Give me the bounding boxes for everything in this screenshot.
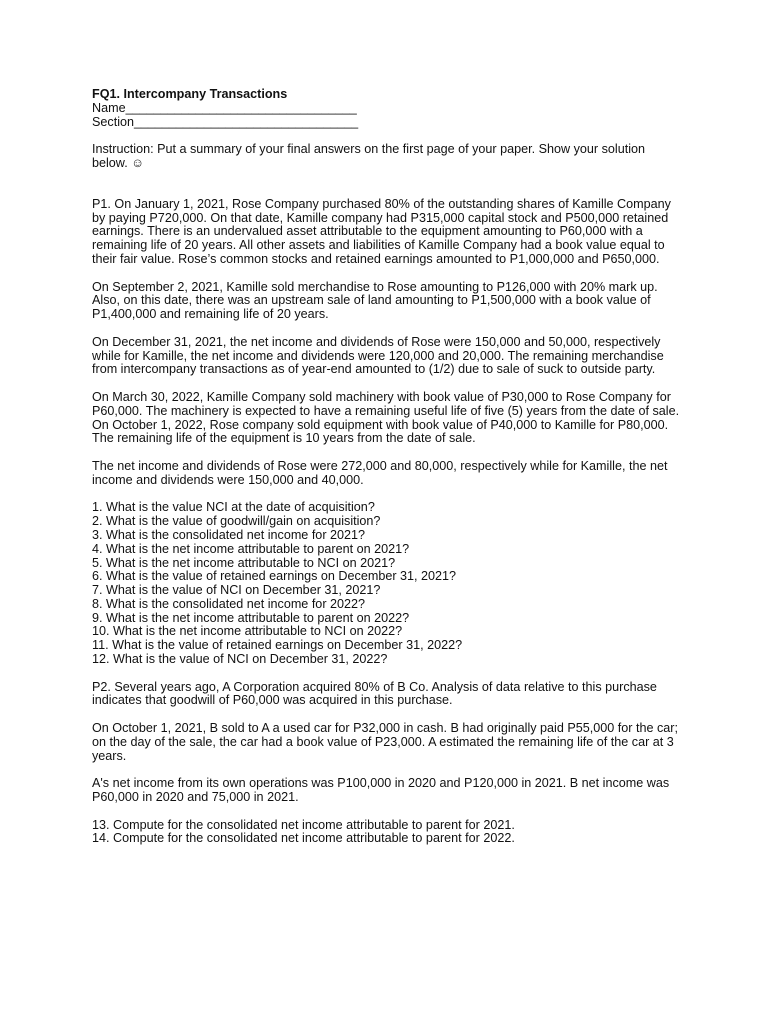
question-item: 11. What is the value of retained earnings on December 31, 2022? bbox=[92, 638, 463, 653]
section-label: Section bbox=[92, 114, 135, 129]
p2-paragraph: P2. Several years ago, A Corporation acquired 80% of B Co. Analysis of data relative to this purchase indicates that goodwill of P60,000 was acquired in this purchase. bbox=[92, 679, 657, 708]
question-item: 13. Compute for the consolidated net income attributable to parent for 2021. bbox=[92, 817, 515, 832]
name-label: Name bbox=[92, 100, 126, 115]
question-item: 4. What is the net income attributable to parent on 2021? bbox=[92, 541, 410, 556]
question-item: 10. What is the net income attributable to NCI on 2022? bbox=[92, 624, 403, 639]
question-item: 2. What is the value of goodwill/gain on acquisition? bbox=[92, 514, 381, 529]
name-line bbox=[92, 102, 682, 116]
p1-paragraph: On March 30, 2022, Kamille Company sold machinery with book value of P30,000 to Rose Company for P60,000. The machinery is expected to have a remaining useful life of five (5) years from the date of sale. On October 1, 2022, Rose company sold equipment with book value of P40,000 to Kamille for P80,000. The remaining life of the equipment is 10 years from the date of sale. bbox=[92, 389, 680, 446]
question-item: 6. What is the value of retained earnings on December 31, 2021? bbox=[92, 569, 457, 584]
section-line bbox=[92, 116, 682, 130]
instruction-text: Instruction: Put a summary of your final answers on the first page of your paper. Show your solution below. ☺ bbox=[92, 142, 646, 170]
question-item: 9. What is the net income attributable to parent on 2022? bbox=[92, 610, 410, 625]
p1-question-list bbox=[92, 501, 682, 667]
question-item: 8. What is the consolidated net income for 2022? bbox=[92, 596, 366, 611]
question-item: 7. What is the value of NCI on December 31, 2021? bbox=[92, 583, 381, 598]
p2-paragraph: On October 1, 2021, B sold to A a used car for P32,000 in cash. B had originally paid P55,000 for the car; on the day of the sale, the car had a book value of P23,000. A estimated the remaining life of the car at 3 years. bbox=[92, 721, 678, 763]
question-item: 3. What is the consolidated net income for 2021? bbox=[92, 527, 366, 542]
name-blank: _________________________________ bbox=[125, 100, 357, 115]
p1-paragraph: On September 2, 2021, Kamille sold merchandise to Rose amounting to P126,000 with 20% mark up. Also, on this date, there was an upstream sale of land amounting to P1,500,000 with a book value of P1,400,000 and remaining life of 20 years. bbox=[92, 279, 658, 322]
p1-paragraph: The net income and dividends of Rose were 272,000 and 80,000, respectively while for Kamille, the net income and dividends were 150,000 and 40,000. bbox=[92, 458, 668, 487]
section-blank: ________________________________ bbox=[134, 114, 359, 129]
p2-paragraph: A's net income from its own operations was P100,000 in 2020 and P120,000 in 2021. B net income was P60,000 in 2020 and 75,000 in 2021. bbox=[92, 776, 670, 805]
p1-paragraph: On December 31, 2021, the net income and dividends of Rose were 150,000 and 50,000, respectively while for Kamille, the net income and dividends were 120,000 and 20,000. The remaining merchandise from intercompany transactions as of year-end amounted to (1/2) due to sale of suck to outside party. bbox=[92, 334, 664, 377]
document-title: FQ1. Intercompany Transactions bbox=[92, 87, 288, 101]
question-item: 5. What is the net income attributable to NCI on 2021? bbox=[92, 555, 396, 570]
p1-paragraph: P1. On January 1, 2021, Rose Company purchased 80% of the outstanding shares of Kamille Company by paying P720,000. On that date, Kamille company had P315,000 capital stock and P500,000 retained earnings. There is an undervalued asset attributable to the equipment amounting to P60,000 with a remaining life of 20 years. All other assets and liabilities of Kamille Company had a book value equal to their fair value. Rose’s common stocks and retained earnings amounted to P1,000,000 and P650,000. bbox=[92, 196, 671, 266]
question-item: 12. What is the value of NCI on December 31, 2022? bbox=[92, 652, 388, 667]
question-item: 1. What is the value NCI at the date of acquisition? bbox=[92, 500, 375, 515]
p2-question-list bbox=[92, 819, 682, 847]
question-item: 14. Compute for the consolidated net income attributable to parent for 2022. bbox=[92, 831, 515, 846]
document-page bbox=[92, 88, 682, 846]
